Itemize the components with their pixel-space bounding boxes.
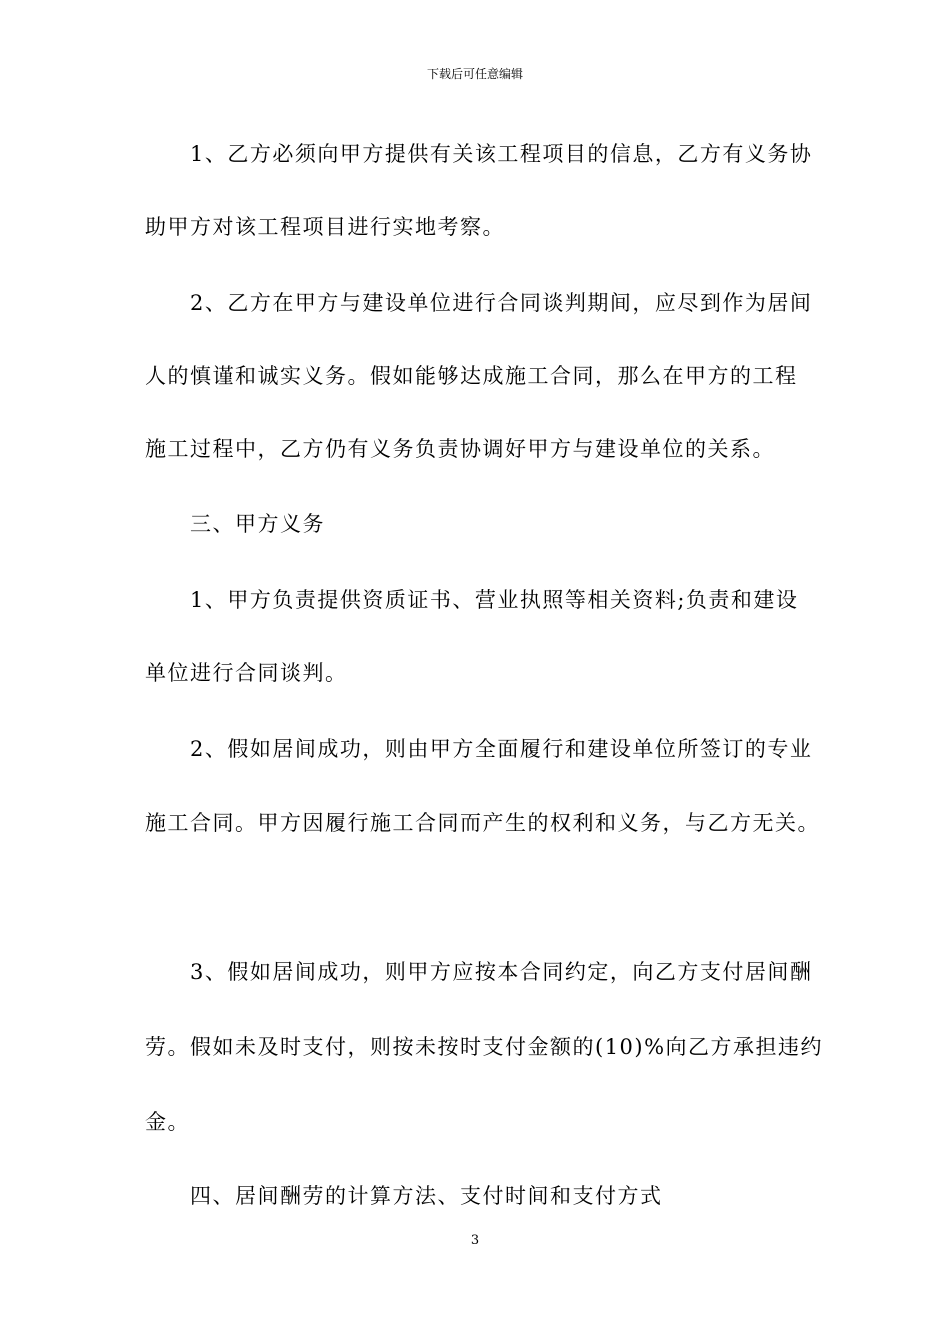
paragraph-line: 劳。假如未及时支付，则按未按时支付金额的(10)%向乙方承担违约 (145, 1035, 824, 1059)
paragraph-line: 施工合同。甲方因履行施工合同而产生的权利和义务，与乙方无关。 (145, 811, 820, 835)
section-heading: 四、居间酬劳的计算方法、支付时间和支付方式 (190, 1184, 663, 1208)
paragraph-line: 3、假如居间成功，则甲方应按本合同约定，向乙方支付居间酬 (190, 960, 813, 984)
paragraph-line: 1、乙方必须向甲方提供有关该工程项目的信息，乙方有义务协 (190, 142, 813, 166)
paragraph-line: 金。 (145, 1110, 190, 1134)
paragraph-line: 1、甲方负责提供资质证书、营业执照等相关资料;负责和建设 (190, 588, 799, 612)
paragraph-line: 2、假如居间成功，则由甲方全面履行和建设单位所签订的专业 (190, 737, 813, 761)
page-number: 3 (470, 1233, 480, 1248)
paragraph-line: 2、乙方在甲方与建设单位进行合同谈判期间，应尽到作为居间 (190, 291, 813, 315)
paragraph-line: 人的慎谨和诚实义务。假如能够达成施工合同，那么在甲方的工程 (145, 364, 798, 388)
section-heading: 三、甲方义务 (190, 512, 325, 536)
paragraph-line: 施工过程中，乙方仍有义务负责协调好甲方与建设单位的关系。 (145, 437, 775, 461)
paragraph-line: 助甲方对该工程项目进行实地考察。 (145, 215, 505, 239)
page-header: 下载后可任意编辑 (426, 67, 523, 81)
paragraph-line: 单位进行合同谈判。 (145, 661, 348, 685)
